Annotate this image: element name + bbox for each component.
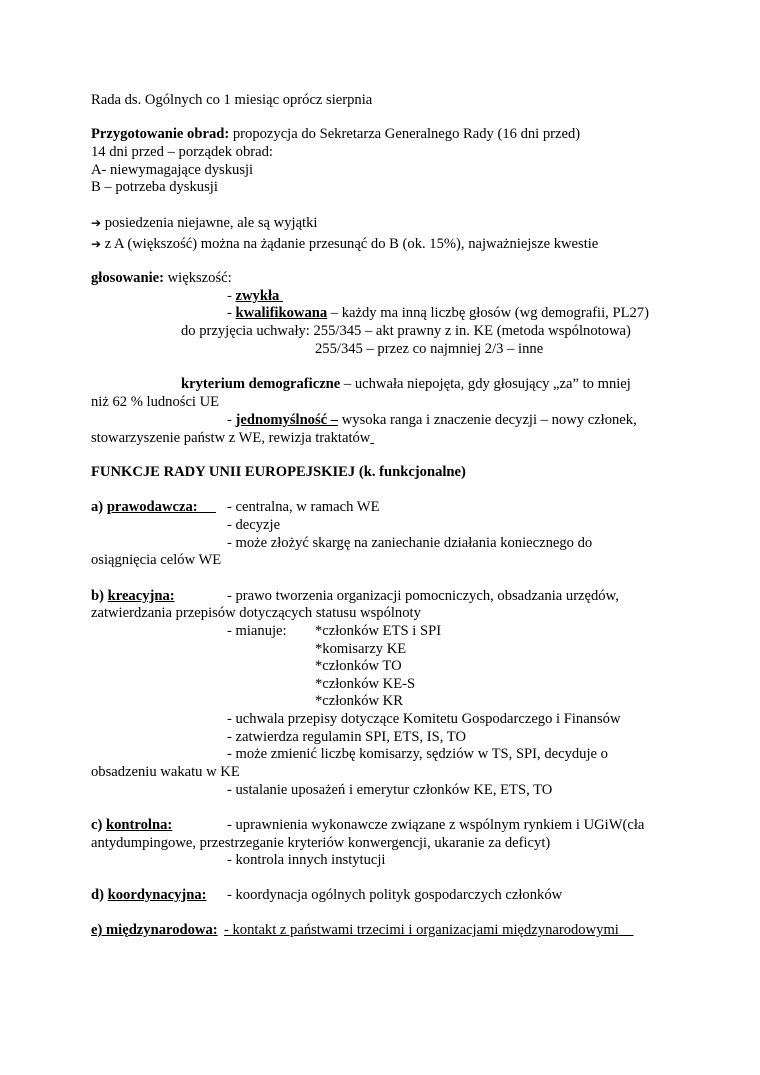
func-c-line-2: antydumpingowe, przestrzeganie kryteriów konwergencji, ukaranie za deficyt): [91, 835, 551, 851]
intro-line: Rada ds. Ogólnych co 1 miesiąc oprócz sierpnia: [91, 92, 373, 108]
func-a-line-2: - decyzje: [227, 517, 281, 533]
func-a-line-3: - może złożyć skargę na zaniechanie działania koniecznego do: [227, 535, 593, 551]
prep-label: Przygotowanie obrad:: [91, 126, 230, 142]
agenda-b-line: B – potrzeba dyskusji: [91, 179, 218, 195]
func-e-label-line: e) międzynarodowa:: [91, 922, 218, 938]
func-c-line-3: - kontrola innych instytucji: [227, 852, 386, 868]
demographic-label: kryterium demograficzne: [181, 376, 341, 392]
agenda-line: 14 dni przed – porządek obrad:: [91, 144, 273, 160]
voting-simple: zwykła: [235, 288, 283, 304]
arrow-line-2: ➔ z A (większość) można na żądanie przesunąć do B (ok. 15%), najważniejsze kwestie: [91, 236, 599, 252]
demographic-line: kryterium demograficzne – uchwała niepojęta, gdy głosujący „za” to mniej: [181, 376, 631, 392]
prep-line: [91, 126, 580, 144]
func-d-label-line: d) koordynacyjna:: [91, 887, 207, 903]
func-c-label: kontrolna:: [106, 817, 173, 833]
voting-qualified-line: - kwalifikowana – każdy ma inną liczbę głosów (wg demografii, PL27): [227, 305, 649, 321]
func-b-member-3: *członków TO: [315, 658, 402, 674]
func-b-line-5: - może zmienić liczbę komisarzy, sędziów w TS, SPI, decyduje o: [227, 746, 608, 762]
func-a-line-4: osiągnięcia celów WE: [91, 552, 222, 568]
arrow-right-icon: ➔: [91, 216, 102, 230]
unanimity-line-2: stowarzyszenie państw z WE, rewizja traktatów: [91, 430, 371, 446]
voting-line: głosowanie: większość:: [91, 270, 232, 286]
func-b-member-1: *członków ETS i SPI: [315, 623, 442, 639]
voting-qualified: kwalifikowana: [235, 305, 328, 321]
func-e-line-1: - kontakt z państwami trzecimi i organizacjami międzynarodowymi: [224, 922, 619, 938]
func-a-line-1: - centralna, w ramach WE: [227, 499, 380, 515]
func-c-label-line: c) kontrolna:: [91, 817, 173, 833]
func-b-line-6: obsadzeniu wakatu w KE: [91, 764, 240, 780]
func-b-member-2: *komisarzy KE: [315, 641, 407, 657]
arrow-right-icon: ➔: [91, 237, 102, 251]
func-b-line-2: zatwierdzania przepisów dotyczących statusu wspólnoty: [91, 605, 421, 621]
func-e-label: międzynarodowa:: [106, 922, 218, 938]
func-a-label-line: a) prawodawcza:: [91, 499, 198, 515]
unanimity-label: jednomyślność –: [235, 412, 339, 428]
arrow-line-1: ➔ posiedzenia niejawne, ale są wyjątki: [91, 215, 318, 231]
agenda-a-line: A- niewymagające dyskusji: [91, 162, 254, 178]
func-b-line-3: - uchwala przepisy dotyczące Komitetu Gospodarczego i Finansów: [227, 711, 621, 727]
func-b-member-5: *członków KR: [315, 693, 403, 709]
unanimity-line: - jednomyślność – wysoka ranga i znaczenie decyzji – nowy członek,: [227, 412, 637, 428]
functions-title: FUNKCJE RADY UNII EUROPEJSKIEJ (k. funkcjonalne): [91, 464, 466, 480]
func-b-member-4: *członków KE-S: [315, 676, 416, 692]
voting-label: głosowanie:: [91, 270, 164, 286]
func-a-label: prawodawcza:: [106, 499, 198, 515]
func-c-line-1: - uprawnienia wykonawcze związane z wspólnym rynkiem i UGiW(cła: [227, 817, 645, 833]
func-b-label: kreacyjna:: [107, 588, 175, 604]
adoption-line-2: 255/345 – przez co najmniej 2/3 – inne: [315, 341, 544, 357]
func-b-line-7: - ustalanie uposażeń i emerytur członków KE, ETS, TO: [227, 782, 553, 798]
adoption-line-1: do przyjęcia uchwały: 255/345 – akt prawny z in. KE (metoda wspólnotowa): [181, 323, 631, 339]
voting-simple-line: - zwykła: [227, 288, 283, 304]
func-b-line-4: - zatwierdza regulamin SPI, ETS, IS, TO: [227, 729, 466, 745]
func-d-line-1: - koordynacja ogólnych polityk gospodarczych członków: [227, 887, 563, 903]
func-b-line-1: - prawo tworzenia organizacji pomocniczych, obsadzania urzędów,: [227, 588, 619, 604]
demographic-line-2: niż 62 % ludności UE: [91, 394, 220, 410]
func-b-appoints: - mianuje:: [227, 623, 287, 639]
prep-text: propozycja do Sekretarza Generalnego Rady (16 dni przed): [229, 126, 581, 142]
func-b-label-line: b) kreacyjna:: [91, 588, 175, 604]
func-d-label: koordynacyjna:: [107, 887, 207, 903]
